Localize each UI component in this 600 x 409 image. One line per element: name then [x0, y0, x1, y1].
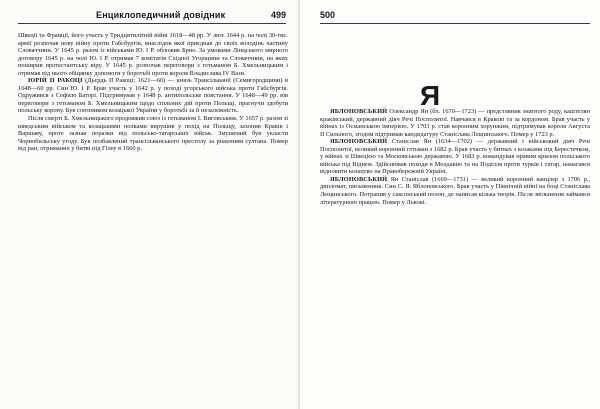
header-rule	[18, 23, 286, 24]
article-text: (Дьєрдь ІІ Ракоці; 1621—60) — князь Трансільванії (Семигородщини) в 1648—60 рр. Син Ю. І Р. Брав участь у 1642 р. у поході угорського війська проти Габсбургів. Одружився з Софією Баторі. Підтримував у 1648 р. антипольське повстання. У 1648—49 рр. вів переговори з гетьманом Б. Хмельницьким щодо спільних дій проти Польщі, прагнучи здобути польську корону. Був союзником козацької України у боротьбі за її незалежність.	[18, 77, 288, 115]
right-page-body	[320, 108, 590, 206]
article-text: Олександр Ян (бл. 1670—1723) — представник знатного роду, каштелян краківський, державний діяч Речі Посполитої. Навчався в Кракові та за кордоном. Брав участь у війнах із Османською імперією. У 1703 р. став коронним хорунжим, підтримував короля Августа ІІ Сильного, згодом підтримав кандидатуру Станіслава Лещинського. Помер у 1723 р.	[320, 108, 590, 138]
left-page-header	[18, 10, 286, 24]
article-paragraph	[18, 115, 288, 153]
article-paragraph	[320, 138, 590, 176]
headword: ЯБЛОНОВСЬКИЙ	[330, 108, 388, 115]
header-rule	[320, 23, 590, 24]
article-paragraph	[18, 77, 288, 115]
right-page-number: 500	[320, 10, 336, 20]
right-page-header	[320, 10, 590, 24]
headword: ЯБЛОНОВСЬКИЙ	[330, 175, 388, 183]
headword: ЯБЛОНОВСЬКИЙ	[330, 138, 388, 146]
article-text: Ян Станіслав (1669—1731) — великий коронний канцлер з 1706 р., дипломат, письменник. Син С. Я. Яблоновського. Брав участь у Північній війні на боці Станіслава Лещинського. Потрапив у саксонський полон, де написав кілька творів. Після звільнення займався літературною працею. Помер у Львові.	[320, 175, 590, 206]
right-page	[300, 0, 600, 409]
running-title: Енциклопедичний довідник	[96, 10, 226, 20]
article-paragraph	[18, 32, 288, 77]
headword: ЮРІЙ ІІ РАКОЦІ	[28, 77, 83, 85]
section-letter: Я	[420, 80, 441, 111]
article-paragraph	[320, 176, 590, 206]
article-paragraph	[320, 108, 590, 138]
left-page-body	[18, 32, 288, 153]
article-text: Після смерті Б. Хмельницького продовжив союз із гетьманом І. Виговським. У 1657 р. разом зі шведським військом та козацькими полками вирушив у похід на Польщу, захопив Краків і Варшаву, проте зазнав поразки від польсько-татарських військ. Змушений був укласти Чорнобильську угоду. Був позбавлений трансільванського престолу за рішенням султана. Помер від ран, отриманих у битві під Гілеу в 1660 р.	[18, 115, 288, 153]
article-text: Станіслав Ян (1634—1702) — державний і військовий діяч Речі Посполитої, великий коронний гетьман з 1682 р. Брав участь у битвах з козаками під Берестечком, у війнах зі Швецією та Московською державою. У 1683 р. командував правим крилом польського війська під Віднем. Здійснював походи в Молдавію та на Поділля проти турків і татар, намагався відновити козацтво на Правобережній Україні.	[320, 138, 590, 176]
left-page-number: 499	[270, 10, 286, 20]
article-text: Швеції та Франції, його участь у Тридцятилітній війні 1618—48 рр. У лют. 1644 р. на чолі 30-тис. армії розпочав нову війну проти Габсбургів, внаслідок якої приєднав до своїх володінь частину Словаччини. У 1645 р. разом із військами Ю. І Р. обложив Брно. За умовами Лінцського мирного договору 1645 р. на чолі Ю. І Р. отримав 7 комітатів Східної Угорщини та Словаччини, на яких поширив протестантську віру. У 1645 р. розпочав переговори з гетьманом Б. Хмельницьким і отримав від нього обіцянку допомоги у боротьбі проти короля Владислава IV Вази.	[18, 32, 288, 77]
